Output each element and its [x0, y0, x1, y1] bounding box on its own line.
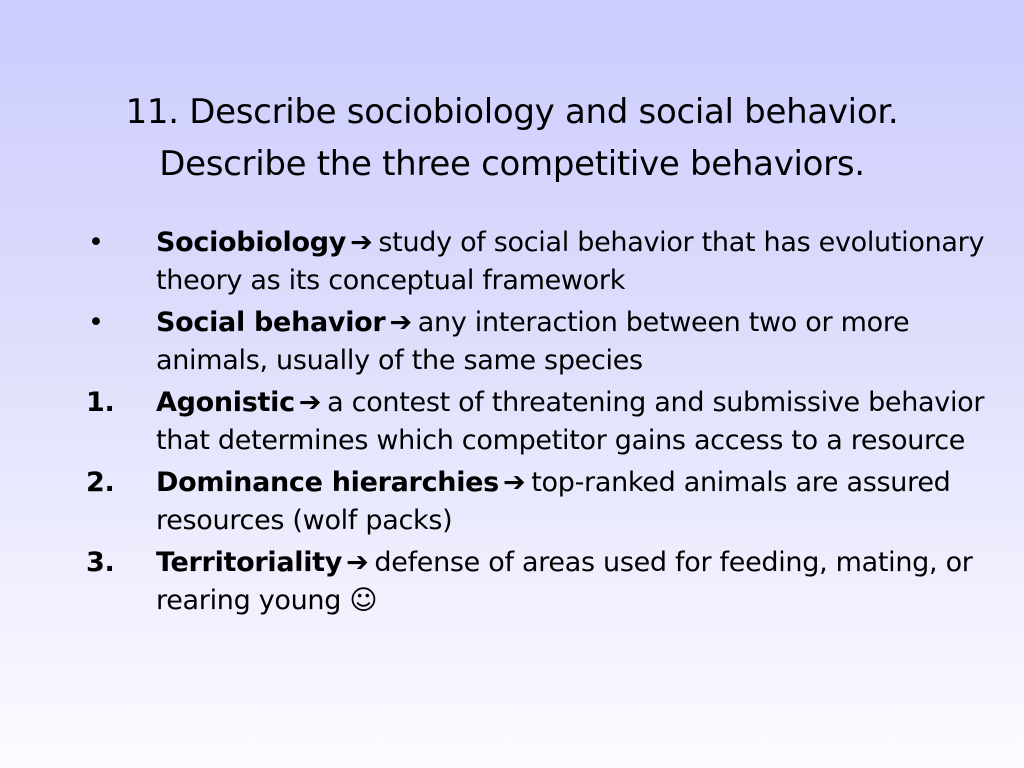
definition-sociobiology: study of social behavior that has evolutionary theory as its conceptual framework [156, 227, 985, 296]
list-item-sociobiology [86, 224, 986, 299]
right-arrow-icon: ➔ [389, 307, 412, 338]
term-agonistic: Agonistic [156, 387, 295, 418]
term-sociobiology: Sociobiology [156, 227, 347, 258]
title-line-1: 11. Describe sociobiology and social behavior. [125, 92, 899, 132]
list-item-territoriality [86, 544, 986, 619]
slide-title [40, 86, 984, 190]
term-territoriality: Territoriality [156, 547, 343, 578]
term-dominance-hierarchies: Dominance hierarchies [156, 467, 499, 498]
number-marker: 3. [86, 547, 115, 578]
right-arrow-icon: ➔ [346, 547, 369, 578]
right-arrow-icon: ➔ [298, 387, 322, 418]
number-marker: 1. [86, 387, 115, 418]
definition-dominance-hierarchies: top-ranked animals are assured resources (wolf packs) [156, 467, 951, 536]
definition-agonistic: a contest of threatening and submissive behavior that determines which competitor gains access to a resource [156, 387, 985, 456]
content-list [86, 224, 986, 624]
right-arrow-icon: ➔ [350, 227, 373, 258]
number-marker: 2. [86, 467, 115, 498]
definition-social-behavior: any interaction between two or more animals, usually of the same species [156, 307, 910, 376]
definition-territoriality: defense of areas used for feeding, mating, or rearing young ☺ [156, 547, 973, 616]
list-item-agonistic [86, 384, 986, 459]
bullet-marker: • [88, 307, 104, 338]
bullet-marker: • [88, 227, 104, 258]
right-arrow-icon: ➔ [502, 467, 526, 498]
title-line-2: Describe the three competitive behaviors. [159, 144, 865, 184]
term-social-behavior: Social behavior [156, 307, 386, 338]
list-item-dominance-hierarchies [86, 464, 986, 539]
list-item-social-behavior [86, 304, 986, 379]
